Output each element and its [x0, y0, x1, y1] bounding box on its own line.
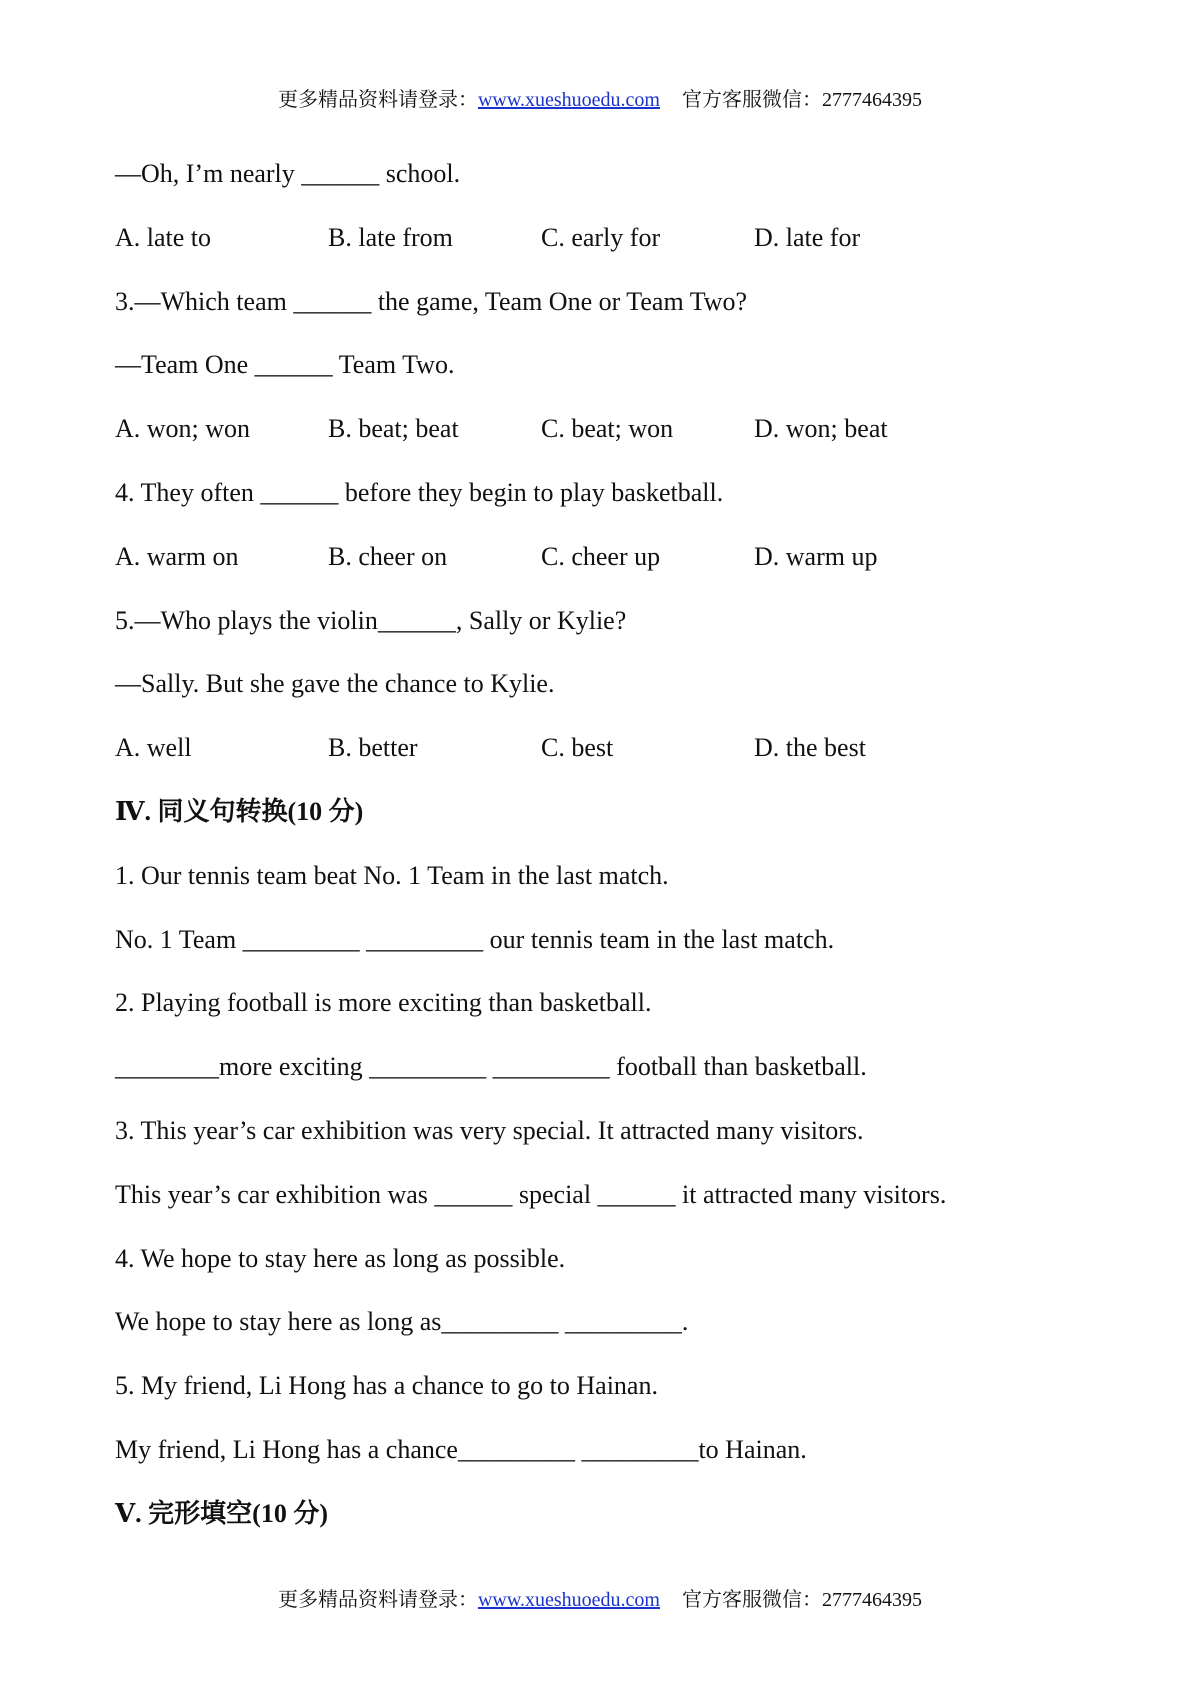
question-line: My friend, Li Hong has a chance_________ _________to Hainan. — [115, 1434, 807, 1464]
question-line: —Team One ______ Team Two. — [115, 350, 455, 380]
question-line: 1. Our tennis team beat No. 1 Team in the last match. — [115, 860, 669, 890]
answer-option: C. early for — [541, 222, 661, 252]
worksheet-content — [115, 158, 1115, 1562]
answer-option: B. better — [328, 733, 418, 763]
answer-option: B. late from — [328, 222, 453, 252]
question-line: 3. This year’s car exhibition was very special. It attracted many visitors. — [115, 1115, 864, 1145]
answer-options — [115, 222, 1115, 286]
answer-option: C. beat; won — [541, 414, 674, 444]
question-line: 3.—Which team ______ the game, Team One or Team Two? — [115, 286, 748, 316]
question-line: —Sally. But she gave the chance to Kylie. — [115, 669, 555, 699]
answer-options — [115, 541, 1115, 605]
answer-options — [115, 732, 1115, 796]
page-footer — [0, 1586, 1200, 1614]
footer-service: 官方客服微信：2777464395 — [682, 1589, 922, 1611]
question-line: 4. They often ______ before they begin to play basketball. — [115, 477, 724, 507]
header-service: 官方客服微信：2777464395 — [682, 89, 922, 111]
answer-option: B. cheer on — [328, 541, 448, 571]
answer-option: A. won; won — [115, 414, 251, 444]
answer-option: A. well — [115, 733, 192, 763]
question-line: 4. We hope to stay here as long as possible. — [115, 1243, 566, 1273]
answer-option: A. warm on — [115, 541, 239, 571]
question-line: This year’s car exhibition was ______ special ______ it attracted many visitors. — [115, 1179, 947, 1209]
answer-option: D. won; beat — [754, 414, 888, 444]
footer-prefix: 更多精品资料请登录： — [277, 1589, 478, 1611]
answer-option: A. late to — [115, 222, 212, 252]
answer-option: D. warm up — [754, 541, 878, 571]
answer-option: D. late for — [754, 222, 861, 252]
answer-option: C. best — [541, 733, 614, 763]
section-heading: Ⅳ. 同义句转换(10 分) — [115, 796, 364, 826]
page-header — [0, 86, 1200, 114]
question-line: We hope to stay here as long as_________ _________. — [115, 1307, 689, 1337]
section-heading: Ⅴ. 完形填空(10 分) — [115, 1498, 328, 1528]
question-line: 5. My friend, Li Hong has a chance to go to Hainan. — [115, 1371, 658, 1401]
answer-option: C. cheer up — [541, 541, 661, 571]
question-line: No. 1 Team _________ _________ our tennis team in the last match. — [115, 924, 835, 954]
answer-options — [115, 413, 1115, 477]
question-line: —Oh, I’m nearly ______ school. — [115, 159, 461, 188]
answer-option: B. beat; beat — [328, 414, 459, 444]
header-prefix: 更多精品资料请登录： — [277, 89, 478, 111]
question-line: 5.—Who plays the violin______, Sally or Kylie? — [115, 605, 627, 635]
answer-option: D. the best — [754, 733, 866, 763]
question-line: ________more exciting _________ _________ football than basketball. — [115, 1052, 867, 1082]
footer-link[interactable]: www.xueshuoedu.com — [477, 1589, 660, 1611]
question-line: 2. Playing football is more exciting than basketball. — [115, 988, 652, 1018]
header-link[interactable]: www.xueshuoedu.com — [477, 89, 660, 111]
